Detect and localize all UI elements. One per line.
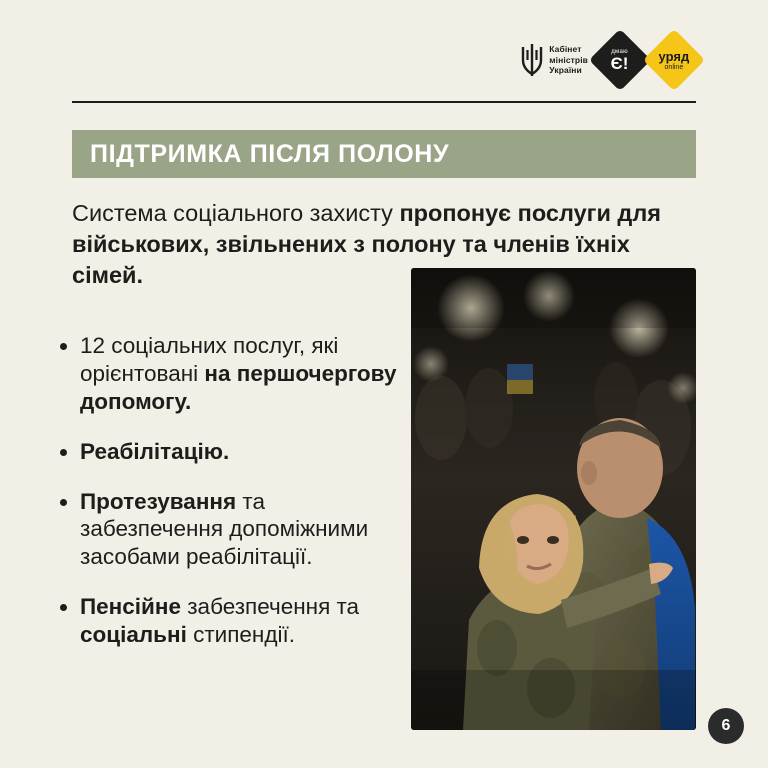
bullet-3-plain-1: та забезпечення допоміжними засобами реабілітації.: [80, 488, 369, 570]
bullet-4-plain-2: стипендії.: [186, 622, 295, 648]
bullet-list: [54, 332, 414, 671]
cmu-line-3: України: [549, 65, 582, 76]
list-item: [54, 438, 414, 466]
diia-badge: [589, 29, 651, 91]
intro-bold-1: пропонує послуги для військових, звільнених з полону та членів їхніх сімей.: [72, 200, 661, 289]
diia-badge-main: Є!: [611, 53, 629, 73]
page-number: 6: [721, 717, 731, 734]
cmu-line-1: Кабінет: [549, 44, 582, 55]
bullet-4-bold-2: соціальні: [80, 622, 187, 648]
list-item: [54, 488, 414, 572]
bullet-1-bold-1: на першочергову допомогу.: [80, 360, 397, 414]
government-online-sub: online: [664, 63, 684, 71]
bullet-4-plain-1: забезпечення та: [180, 594, 360, 620]
bullet-3-bold-1: Протезування: [80, 488, 237, 514]
bullet-2-bold-1: Реабілітацію.: [80, 438, 230, 464]
bullet-1-plain-1: 12 соціальних послуг, які орієнтовані: [80, 333, 339, 386]
header-divider: [72, 101, 696, 103]
intro-plain-1: Система соціального захисту: [72, 200, 400, 226]
cmu-line-2: міністрів: [549, 54, 588, 65]
list-item: [54, 593, 414, 649]
cabinet-of-ministers-logo: [521, 43, 588, 77]
government-online-content: [659, 49, 690, 70]
header-logos: [521, 38, 696, 82]
bullet-4-bold-1: Пенсійне: [80, 594, 181, 620]
diia-badge-content: [611, 48, 629, 71]
page-title-band: [72, 130, 696, 178]
government-online-badge: [643, 29, 705, 91]
page-number-badge: [708, 708, 744, 744]
diia-badge-top: дмаю: [611, 48, 629, 55]
ukraine-trident-icon: [521, 43, 543, 77]
photo-reunion: [411, 268, 696, 730]
photo-illustration: [411, 268, 696, 730]
cabinet-of-ministers-label: [549, 44, 588, 76]
page-title: ПІДТРИМКА ПІСЛЯ ПОЛОНУ: [90, 139, 450, 168]
list-item: [54, 332, 414, 416]
government-online-main: уряд: [658, 48, 690, 64]
